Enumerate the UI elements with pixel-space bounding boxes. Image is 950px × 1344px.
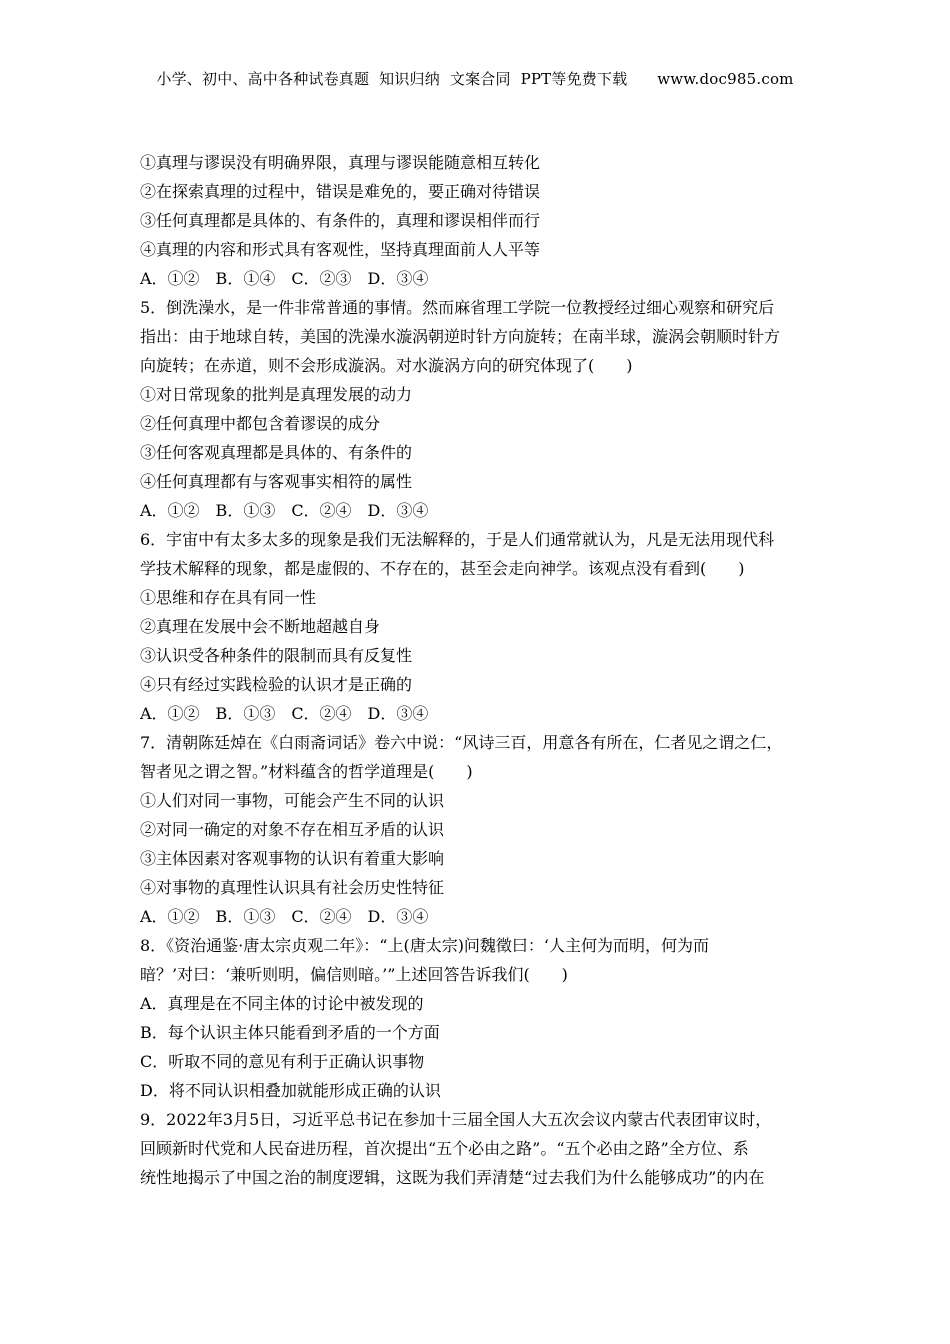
statement-line: ④任何真理都有与客观事实相符的属性 [140,472,413,491]
question-stem-line: 5．倒洗澡水，是一件非常普通的事情。然而麻省理工学院一位教授经过细心观察和研究后 [140,298,775,317]
question-stem-line: 7．清朝陈廷焯在《白雨斋词话》卷六中说：“风诗三百，用意各有所在，仁者见之谓之仁， [140,733,783,752]
question-stem-line: 8．《资治通鉴·唐太宗贞观二年》：“上(唐太宗)问魏徵曰：‘人主何为而明，何为而 [140,936,710,955]
question-5 [140,293,820,525]
option-a: A．真理是在不同主体的讨论中被发现的 [140,994,424,1013]
page-header-banner: 小学、初中、高中各种试卷真题 知识归纳 文案合同 PPT等免费下载 www.doc985.com [156,70,794,88]
statement-line: ①真理与谬误没有明确界限，真理与谬误能随意相互转化 [140,153,541,172]
question-7 [140,728,820,931]
question-stem-line: 6．宇宙中有太多太多的现象是我们无法解释的，于是人们通常就认为，凡是无法用现代科 [140,530,775,549]
question-4-options [140,148,820,293]
answer-choices: A．①② B．①③ C．②④ D．③④ [140,907,429,926]
statement-line: ②真理在发展中会不断地超越自身 [140,617,381,636]
question-stem-line: 向旋转；在赤道，则不会形成漩涡。对水漩涡方向的研究体现了( ) [140,356,633,375]
statement-line: ④对事物的真理性认识具有社会历史性特征 [140,878,445,897]
statement-line: ③主体因素对客观事物的认识有着重大影响 [140,849,445,868]
statement-line: ①思维和存在具有同一性 [140,588,317,607]
statement-line: ③任何真理都是具体的、有条件的，真理和谬误相伴而行 [140,211,541,230]
option-d: D．将不同认识相叠加就能形成正确的认识 [140,1081,441,1100]
statement-line: ①人们对同一事物，可能会产生不同的认识 [140,791,445,810]
question-9 [140,1105,820,1192]
option-b: B．每个认识主体只能看到矛盾的一个方面 [140,1023,440,1042]
statement-line: ④只有经过实践检验的认识才是正确的 [140,675,413,694]
question-8 [140,931,820,1105]
question-6 [140,525,820,728]
question-stem-line: 指出：由于地球自转，美国的洗澡水漩涡朝逆时针方向旋转；在南半球，漩涡会朝顺时针方 [140,327,781,346]
statement-line: ③任何客观真理都是具体的、有条件的 [140,443,413,462]
question-stem-line: 统性地揭示了中国之治的制度逻辑，这既为我们弄清楚“过去我们为什么能够成功”的内在 [140,1168,765,1187]
document-body [140,148,820,1192]
question-stem-line: 学技术解释的现象，都是虚假的、不存在的，甚至会走向神学。该观点没有看到( ) [140,559,745,578]
question-stem-line: 智者见之谓之智。”材料蕴含的哲学道理是( ) [140,762,473,781]
statement-line: ④真理的内容和形式具有客观性，坚持真理面前人人平等 [140,240,541,259]
statement-line: ②对同一确定的对象不存在相互矛盾的认识 [140,820,445,839]
statement-line: ③认识受各种条件的限制而具有反复性 [140,646,413,665]
answer-choices: A．①② B．①③ C．②④ D．③④ [140,501,429,520]
statement-line: ①对日常现象的批判是真理发展的动力 [140,385,413,404]
question-stem-line: 回顾新时代党和人民奋进历程，首次提出“五个必由之路”。“五个必由之路”全方位、系 [140,1139,749,1158]
statement-line: ②在探索真理的过程中，错误是难免的，要正确对待错误 [140,182,541,201]
statement-line: ②任何真理中都包含着谬误的成分 [140,414,381,433]
answer-choices: A．①② B．①③ C．②④ D．③④ [140,704,429,723]
option-c: C．听取不同的意见有利于正确认识事物 [140,1052,425,1071]
question-stem-line: 暗？’对曰：‘兼听则明，偏信则暗。’”上述回答告诉我们( ) [140,965,568,984]
answer-choices: A．①② B．①④ C．②③ D．③④ [140,269,429,288]
question-stem-line: 9．2022年3月5日，习近平总书记在参加十三届全国人大五次会议内蒙古代表团审议时， [140,1110,772,1129]
